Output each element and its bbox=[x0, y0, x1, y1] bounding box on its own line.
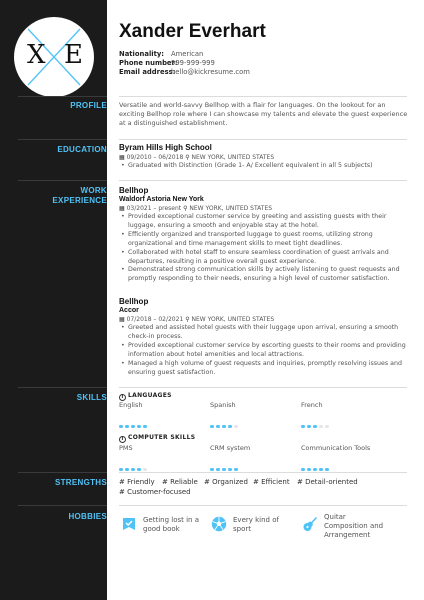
book-icon bbox=[121, 516, 137, 532]
calendar-icon: ▦ bbox=[119, 316, 125, 323]
strength-tag: # Organized bbox=[204, 478, 248, 486]
section-divider bbox=[119, 180, 407, 181]
education-dates: 09/2010 – 06/2018 bbox=[126, 154, 184, 161]
rating-dot-filled bbox=[131, 468, 135, 472]
location-pin-icon: ⚲ bbox=[185, 316, 190, 323]
skill-rating bbox=[210, 413, 240, 417]
job-meta bbox=[119, 205, 272, 213]
person-name: Xander Everhart bbox=[119, 21, 266, 42]
hobby-label-line: Arrangement bbox=[324, 531, 371, 539]
rating-dot-empty bbox=[325, 425, 329, 429]
rating-dot-filled bbox=[137, 468, 141, 472]
languages-heading bbox=[119, 392, 172, 401]
job-dates: 03/2021 – present bbox=[126, 205, 182, 212]
section-divider bbox=[119, 139, 407, 140]
computer-skills-heading-label: COMPUTER SKILLS bbox=[128, 434, 196, 441]
info-circle-icon: i bbox=[119, 436, 126, 443]
rating-dot-filled bbox=[307, 468, 311, 472]
sidebar-divider bbox=[18, 472, 107, 473]
section-divider bbox=[119, 505, 407, 506]
rating-dot-filled bbox=[325, 468, 329, 472]
rating-dot-filled bbox=[210, 425, 214, 429]
skill-name: French bbox=[301, 401, 323, 409]
skill-rating bbox=[301, 456, 331, 460]
section-label-strengths: STRENGTHS bbox=[54, 478, 107, 487]
rating-dot-filled bbox=[210, 468, 214, 472]
rating-dot-filled bbox=[234, 468, 238, 472]
education-bullets bbox=[119, 162, 409, 171]
skill-name: PMS bbox=[119, 444, 133, 452]
hobby-label-line: Quitar bbox=[324, 513, 346, 521]
section-divider bbox=[119, 387, 407, 388]
strength-tag: # Detail-oriented bbox=[297, 478, 358, 486]
job-dates: 07/2018 – 02/2021 bbox=[126, 316, 184, 323]
section-divider bbox=[119, 96, 407, 97]
sidebar-divider bbox=[18, 505, 107, 506]
location-pin-icon: ⚲ bbox=[183, 205, 188, 212]
sidebar-divider bbox=[18, 139, 107, 140]
list-item: • Greeted and assisted hotel guests with their luggage upon arrival, ensuring a smooth check-in process. bbox=[119, 324, 409, 342]
section-label-hobbies: HOBBIES bbox=[68, 512, 107, 521]
languages-heading-label: LANGUAGES bbox=[128, 392, 172, 399]
skill-rating bbox=[119, 456, 149, 460]
guitar-icon bbox=[302, 516, 318, 532]
rating-dot-filled bbox=[216, 425, 220, 429]
rating-dot-filled bbox=[228, 468, 232, 472]
list-item: • Demonstrated strong communication skills by actively listening to guest requests and promptly responding to their needs, ensuring a high level of customer satisfaction. bbox=[119, 266, 409, 284]
skill-name: Spanish bbox=[210, 401, 236, 409]
sidebar-divider bbox=[18, 96, 107, 97]
list-item: • Provided exceptional customer service by greeting and assisting guests with their luggage, ensuring a smooth and enjoyable stay at the hotel. bbox=[119, 213, 409, 231]
skill-rating bbox=[210, 456, 240, 460]
job-bullets bbox=[119, 324, 409, 377]
education-meta bbox=[119, 154, 274, 162]
hobby-label-line: Getting lost in a bbox=[143, 516, 200, 524]
list-item: • Efficiently organized and transported luggage to guest rooms, utilizing strong organizational and time management skills to meet tight deadlines. bbox=[119, 231, 409, 249]
logo-initial-last: E bbox=[64, 40, 83, 70]
strength-tag: # Friendly bbox=[119, 478, 155, 486]
strength-tag: # Efficient bbox=[253, 478, 290, 486]
info-circle-icon: i bbox=[119, 394, 126, 401]
sidebar-divider bbox=[18, 180, 107, 181]
job-employer: Accor bbox=[119, 307, 139, 314]
location-pin-icon: ⚲ bbox=[185, 154, 190, 161]
strength-tag: # Customer-focused bbox=[119, 488, 191, 496]
profile-summary: Versatile and world-savvy Bellhop with a flair for languages. On the lookout for an exciting Bellhop role where I can showcase my talents and elevate the guest experience at a distinguished establishment. bbox=[119, 101, 408, 128]
logo-initial-first: X bbox=[27, 40, 46, 70]
section-label-profile: PROFILE bbox=[70, 101, 107, 110]
contact-label: Email address: bbox=[119, 68, 176, 76]
rating-dot-filled bbox=[125, 425, 129, 429]
list-item: • Managed a high volume of guest requests and inquiries, promptly resolving issues and ensuring guest satisfaction. bbox=[119, 360, 409, 378]
job-employer: Waldorf Astoria New York bbox=[119, 196, 204, 203]
job-meta bbox=[119, 316, 274, 324]
hobby-label-line: Composition and bbox=[324, 522, 384, 530]
hobby-label bbox=[143, 516, 199, 534]
contact-label: Phone number: bbox=[119, 59, 178, 67]
education-location: NEW YORK, UNITED STATES bbox=[191, 154, 275, 161]
skill-name: CRM system bbox=[210, 444, 251, 452]
contact-phone bbox=[119, 59, 215, 68]
section-label-experience: EXPERIENCE bbox=[52, 196, 107, 205]
section-label-education: EDUCATION bbox=[57, 145, 107, 154]
rating-dot-filled bbox=[125, 468, 129, 472]
skill-name: English bbox=[119, 401, 143, 409]
rating-dot-filled bbox=[216, 468, 220, 472]
job-location: NEW YORK, UNITED STATES bbox=[189, 205, 273, 212]
rating-dot-filled bbox=[119, 425, 123, 429]
contact-label: Nationality: bbox=[119, 50, 165, 58]
skill-rating bbox=[301, 413, 331, 417]
rating-dot-filled bbox=[137, 425, 141, 429]
hobby-label-line: Every kind of bbox=[233, 516, 279, 524]
contact-value: 999-999-999 bbox=[171, 59, 215, 67]
rating-dot-empty bbox=[143, 468, 147, 472]
sidebar-divider bbox=[18, 387, 107, 388]
rating-dot-empty bbox=[319, 425, 323, 429]
soccer-ball-icon bbox=[211, 516, 227, 532]
contact-value: American bbox=[171, 50, 204, 58]
rating-dot-filled bbox=[131, 425, 135, 429]
rating-dot-filled bbox=[301, 468, 305, 472]
list-item: • Provided exceptional customer service by escorting guests to their rooms and providing information about hotel amenities and local attractions. bbox=[119, 342, 409, 360]
computer-skills-heading bbox=[119, 434, 195, 443]
rating-dot-empty bbox=[234, 425, 238, 429]
skill-name: Communication Tools bbox=[301, 444, 371, 452]
monogram-logo bbox=[14, 17, 94, 97]
job-title: Bellhop bbox=[119, 297, 149, 306]
section-divider bbox=[119, 472, 407, 473]
contact-nationality bbox=[119, 50, 203, 59]
rating-dot-filled bbox=[119, 468, 123, 472]
rating-dot-filled bbox=[313, 425, 317, 429]
rating-dot-filled bbox=[222, 468, 226, 472]
rating-dot-filled bbox=[228, 425, 232, 429]
job-bullets bbox=[119, 213, 409, 284]
hobby-label-line: good book bbox=[143, 525, 180, 533]
list-item: • Graduated with Distinction (Grade 1- A/ Excellent equivalent in all 5 subjects) bbox=[119, 162, 409, 171]
job-location: NEW YORK, UNITED STATES bbox=[191, 316, 275, 323]
calendar-icon: ▦ bbox=[119, 205, 125, 212]
contact-value[interactable]: hello@kickresume.com bbox=[171, 68, 250, 76]
section-label-skills: SKILLS bbox=[76, 393, 107, 402]
skill-rating bbox=[119, 413, 149, 417]
hobby-label bbox=[324, 513, 383, 540]
rating-dot-filled bbox=[307, 425, 311, 429]
rating-dot-filled bbox=[313, 468, 317, 472]
hobby-label-line: sport bbox=[233, 525, 251, 533]
education-school: Byram Hills High School bbox=[119, 143, 212, 152]
section-label-work: WORK bbox=[80, 186, 107, 195]
rating-dot-filled bbox=[222, 425, 226, 429]
contact-email bbox=[119, 68, 250, 77]
calendar-icon: ▦ bbox=[119, 154, 125, 161]
rating-dot-filled bbox=[143, 425, 147, 429]
list-item: • Collaborated with hotel staff to ensure seamless coordination of guest arrivals and departures, resulting in a positive overall guest experience. bbox=[119, 249, 409, 267]
rating-dot-filled bbox=[319, 468, 323, 472]
job-title: Bellhop bbox=[119, 186, 149, 195]
strength-tag: # Reliable bbox=[162, 478, 198, 486]
rating-dot-filled bbox=[301, 425, 305, 429]
hobby-label bbox=[233, 516, 279, 534]
